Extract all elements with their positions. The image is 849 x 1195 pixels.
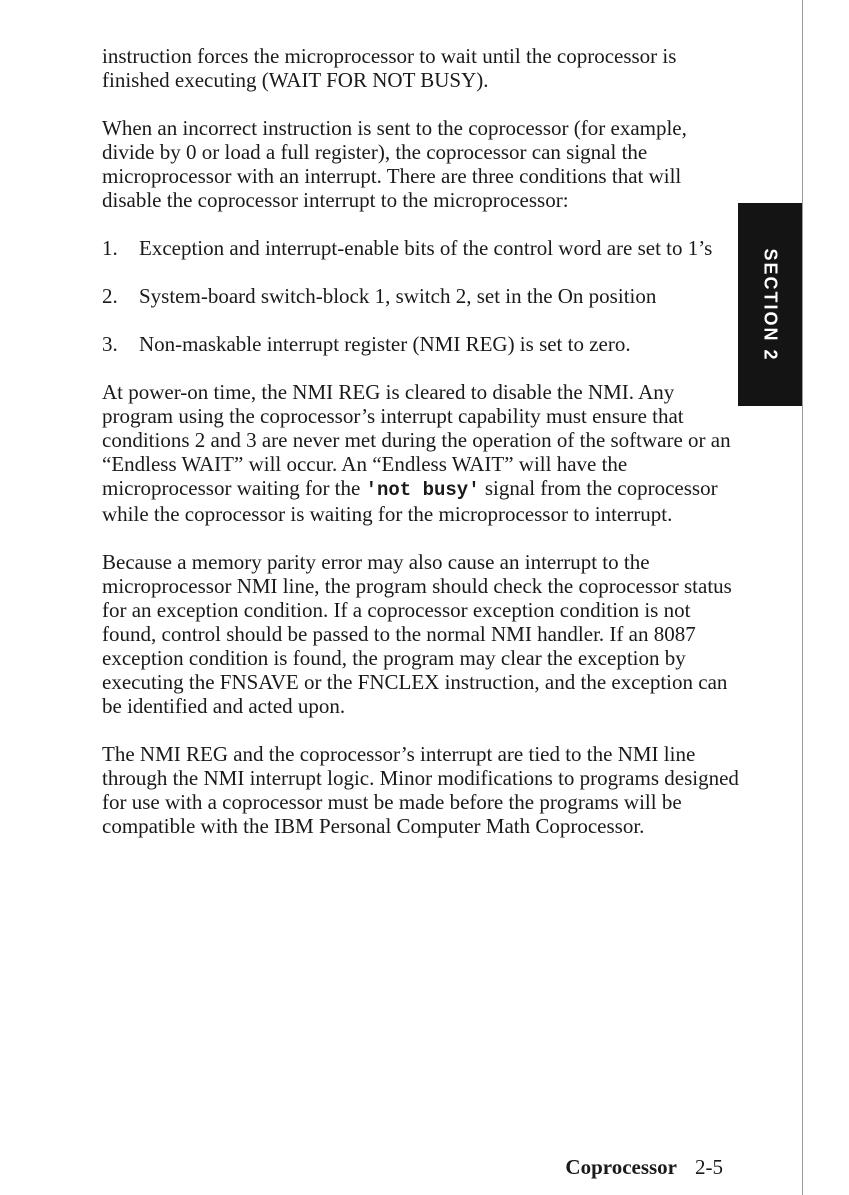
footer-title: Coprocessor xyxy=(565,1155,677,1179)
section-tab-label: SECTION 2 xyxy=(760,247,781,362)
disable-conditions-list xyxy=(102,236,742,356)
page-edge-divider xyxy=(802,0,803,1195)
list-item xyxy=(102,284,742,308)
not-busy-code: 'not busy' xyxy=(365,479,480,501)
paragraph-wait-for-not-busy: instruction forces the microprocessor to wait until the coprocessor is finished executing (WAIT FOR NOT BUSY). xyxy=(102,44,677,92)
list-item-text: Non-maskable interrupt register (NMI REG) is set to zero. xyxy=(139,332,631,356)
paragraph-incorrect-instruction: When an incorrect instruction is sent to the coprocessor (for example, divide by 0 or load a full register), the coprocessor can signal the microprocessor with an interrupt. There are three conditions that will disable the coprocessor interrupt to the microprocessor: xyxy=(102,116,687,212)
paragraph-nmi-reg: The NMI REG and the coprocessor’s interrupt are tied to the NMI line through the NMI interrupt logic. Minor modifications to programs designed for use with a coprocessor must be made before the programs will be compatible with the IBM Personal Computer Math Coprocessor. xyxy=(102,742,739,838)
paragraph-memory-parity: Because a memory parity error may also cause an interrupt to the microprocessor NMI line, the program should check the coprocessor status for an exception condition. If a coprocessor exception condition is not found, control should be passed to the normal NMI handler. If an 8087 exception condition is found, the program may clear the exception by executing the FNSAVE or the FNCLEX instruction, and the exception can be identified and acted upon. xyxy=(102,550,732,718)
paragraph-power-on-text: At power-on time, the NMI REG is cleared to disable the NMI. Any program using the coprocessor’s interrupt capability must ensure that conditions 2 and 3 are never met during the operation of the software or an “Endless WAIT” will occur. An “Endless WAIT” will have the microprocessor waiting for the xyxy=(102,380,731,500)
page-footer xyxy=(565,1155,723,1180)
list-item-text: Exception and interrupt-enable bits of the control word are set to 1’s xyxy=(139,236,713,260)
list-item-number: 3. xyxy=(102,332,118,356)
paragraph-power-on-text-end: signal from the coprocessor while the coprocessor is waiting for the microprocessor to interrupt. xyxy=(102,476,718,526)
list-item-number: 1. xyxy=(102,236,118,260)
list-item-number: 2. xyxy=(102,284,118,308)
document-body xyxy=(102,44,742,862)
list-item xyxy=(102,236,742,260)
page-number: 2-5 xyxy=(695,1155,723,1179)
paragraph-power-on xyxy=(102,380,742,526)
list-item-text: System-board switch-block 1, switch 2, set in the On position xyxy=(139,284,657,308)
list-item xyxy=(102,332,742,356)
section-tab xyxy=(738,203,802,406)
